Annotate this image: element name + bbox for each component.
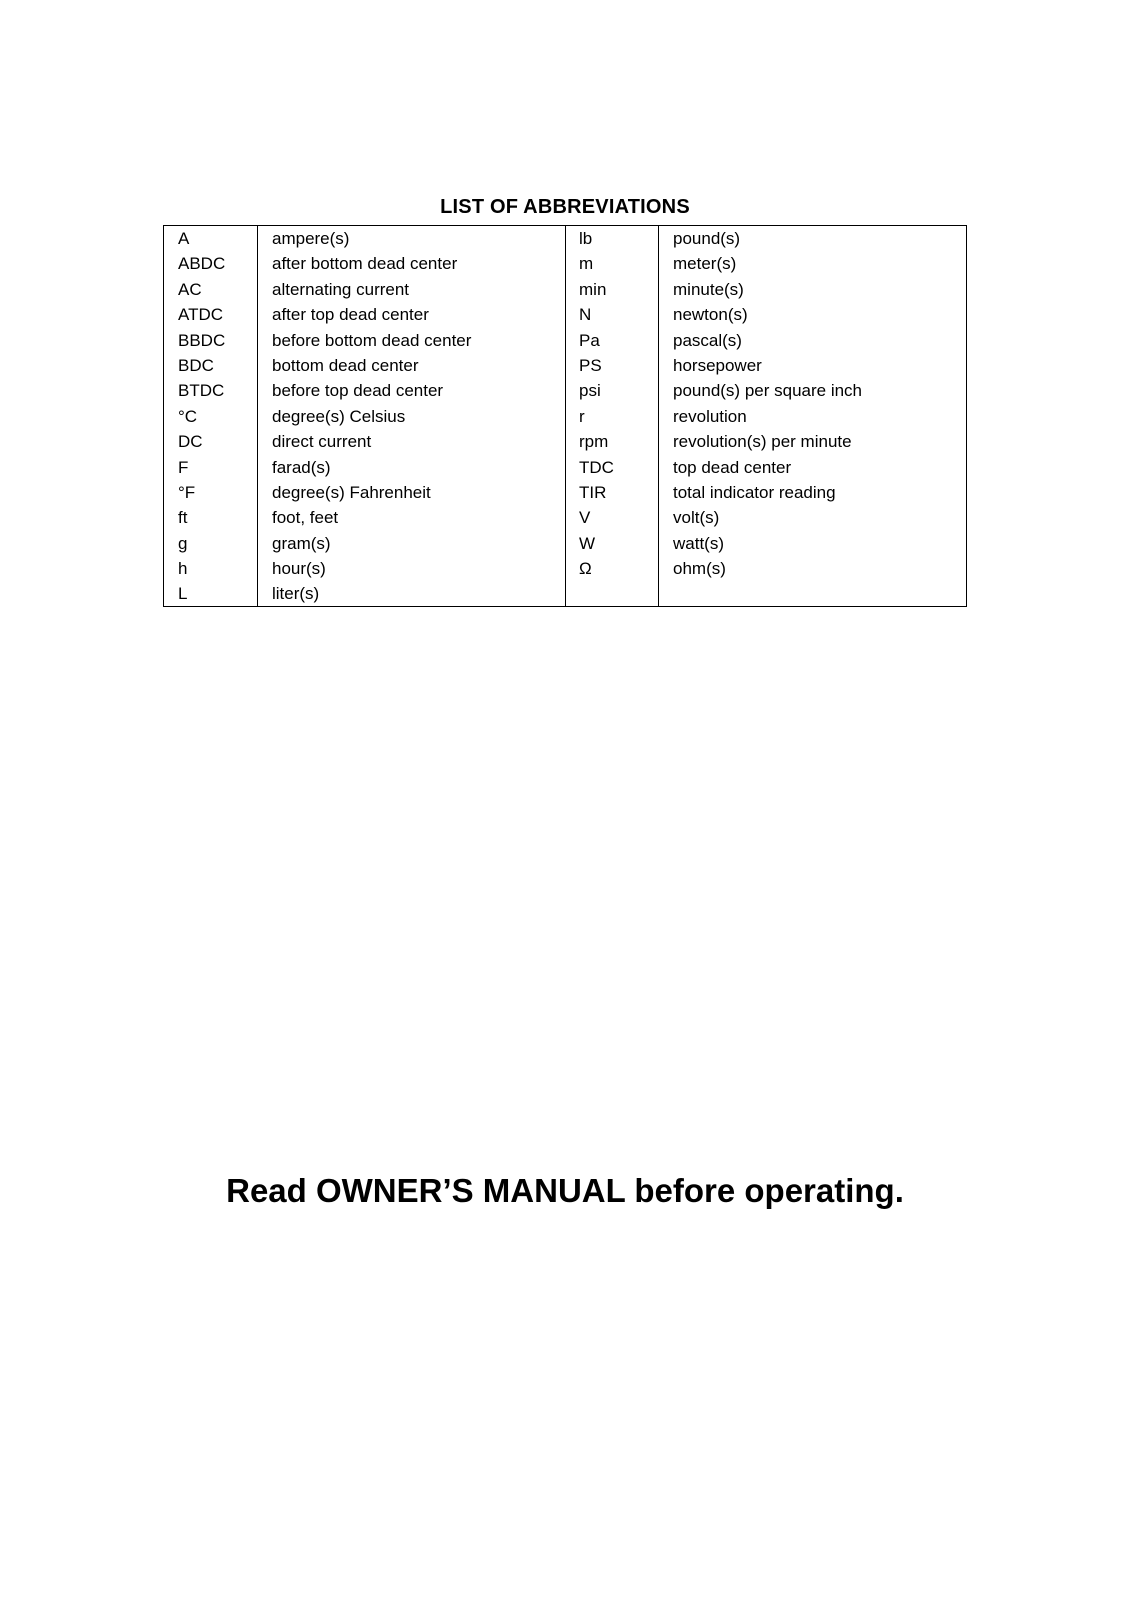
right-meaning-column xyxy=(673,226,862,581)
abbreviation: psi xyxy=(579,381,601,401)
right-abbreviation-column xyxy=(579,226,614,581)
column-divider xyxy=(658,226,659,606)
abbreviation: N xyxy=(579,305,592,325)
meaning: meter(s) xyxy=(673,254,737,274)
abbreviation: Pa xyxy=(579,330,600,350)
meaning: bottom dead center xyxy=(272,355,419,375)
abbreviation: Ω xyxy=(579,559,592,579)
meaning: degree(s) Fahrenheit xyxy=(272,482,431,502)
meaning: after bottom dead center xyxy=(272,254,458,274)
abbreviation: lb xyxy=(579,229,593,248)
meaning: ohm(s) xyxy=(673,559,726,579)
column-divider xyxy=(257,226,258,606)
abbreviation: h xyxy=(178,559,188,579)
abbreviation: BBDC xyxy=(178,330,226,350)
meaning: total indicator reading xyxy=(673,482,836,502)
abbreviation: PS xyxy=(579,355,602,375)
meaning: before bottom dead center xyxy=(272,330,472,350)
meaning: horsepower xyxy=(673,355,762,375)
column-divider xyxy=(565,226,566,606)
meaning: pascal(s) xyxy=(673,330,742,350)
abbreviation: min xyxy=(579,279,607,299)
abbreviation: r xyxy=(579,406,585,426)
abbreviation: BTDC xyxy=(178,381,225,401)
left-abbreviation-column xyxy=(178,226,225,607)
meaning: newton(s) xyxy=(673,305,748,325)
meaning: after top dead center xyxy=(272,305,429,325)
meaning: direct current xyxy=(272,432,372,452)
meaning: degree(s) Celsius xyxy=(272,406,406,426)
meaning: top dead center xyxy=(673,457,792,477)
owners-manual-notice: Read OWNER’S MANUAL before operating. xyxy=(226,1172,904,1209)
meaning: watt(s) xyxy=(673,533,724,553)
abbreviations-table xyxy=(163,225,967,607)
abbreviation: m xyxy=(579,254,594,274)
meaning: revolution xyxy=(673,406,747,426)
abbreviation: °F xyxy=(178,482,196,502)
meaning: ampere(s) xyxy=(272,229,350,248)
meaning: farad(s) xyxy=(272,457,331,477)
meaning: pound(s) per square inch xyxy=(673,381,863,401)
abbreviation: TIR xyxy=(579,482,607,502)
meaning: minute(s) xyxy=(673,279,744,299)
abbreviation: V xyxy=(579,508,591,528)
abbreviation: BDC xyxy=(178,355,214,375)
abbreviation: °C xyxy=(178,406,198,426)
meaning: pound(s) xyxy=(673,229,741,248)
abbreviation: ft xyxy=(178,508,188,528)
abbreviation: g xyxy=(178,533,188,553)
left-meaning-column xyxy=(272,226,471,607)
abbreviation: L xyxy=(178,584,188,604)
abbreviation: DC xyxy=(178,432,203,452)
abbreviation: AC xyxy=(178,279,202,299)
meaning: hour(s) xyxy=(272,559,326,579)
meaning: before top dead center xyxy=(272,381,444,401)
abbreviation: ABDC xyxy=(178,254,226,274)
meaning: foot, feet xyxy=(272,508,339,528)
abbreviation: TDC xyxy=(579,457,614,477)
abbreviation: W xyxy=(579,533,596,553)
abbreviation: A xyxy=(178,229,190,248)
meaning: gram(s) xyxy=(272,533,331,553)
meaning: revolution(s) per minute xyxy=(673,432,852,452)
abbreviation: F xyxy=(178,457,189,477)
meaning: liter(s) xyxy=(272,584,320,604)
table-title: LIST OF ABBREVIATIONS xyxy=(440,196,690,218)
abbreviation: rpm xyxy=(579,432,609,452)
abbreviation: ATDC xyxy=(178,305,224,325)
meaning: alternating current xyxy=(272,279,410,299)
meaning: volt(s) xyxy=(673,508,720,528)
